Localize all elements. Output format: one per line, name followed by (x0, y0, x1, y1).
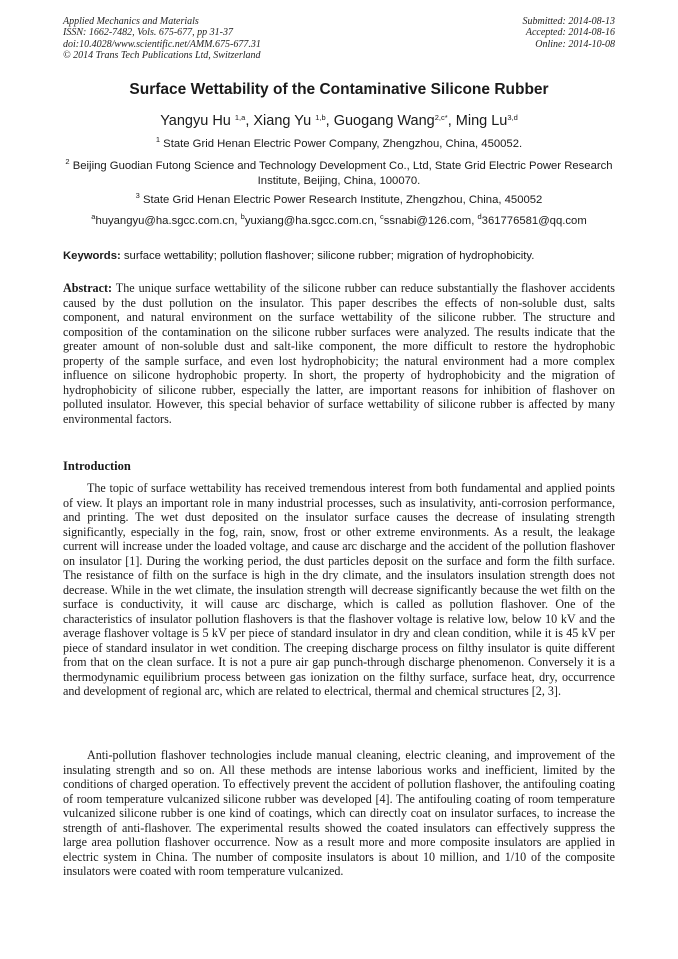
intro-paragraph: The topic of surface wettability has received tremendous interest from both fundamental and applied points of view. It plays an important role in many industrial processes, such as insulativity, anti-corrosion performance, and printing. The wet dust deposited on the insulator surface causes the decrease of insulating strength significantly, especially in the fog, rain, snow, frost or other extreme environments. As a result, the leakage current will increase under the loaded voltage, and cause arc discharge and the accident of the pollution flashover on insulator [1]. During the working period, the dust particles deposit on the surface and form the filth surface. The resistance of filth on the surface is high in the dry climate, and the insulators insulation strength does not decrease. While in the wet climate, the insulation strength will decrease significantly because the wet filth on the surface is conductivity, it will cause arc discharge, which is called as pollution flashover. One of the characteristics of insulator pollution flashovers is that the flashover voltage is relative low, below 10 kV and the average flashover voltage is 5 kV per piece of standard insulator in dry and clean condition, while it is 45 kV per piece of standard insulator in wet condition. The creeping discharge process on filthy insulator is quite different from that on the clean surface. It is not a pure air gap punch-through discharge phenomenon. Conversely it is a thermodynamic equilibrium process between gas ionization on the filthy surface, surface heat, dry, occurrence and development of regional arc, which are related to electrical, thermal and chemical structures [2, 3]. (63, 481, 615, 698)
affiliation-mark: 2 (65, 157, 70, 166)
keywords-text: surface wettability; pollution flashover; silicone rubber; migration of hydrophobicity. (120, 250, 535, 262)
affiliation-text: Beijing Guodian Futong Science and Technology Development Co., Ltd, State Grid Electric Power Research Institute, Beijing, China, 100070. (69, 160, 613, 187)
author-list (0, 113, 678, 129)
author-separator: , (245, 113, 254, 129)
author-name: Yangyu Hu (160, 113, 235, 129)
affiliation-1 (60, 137, 618, 152)
author-separator: , (447, 113, 456, 129)
submitted-date: Submitted: 2014-08-13 (522, 16, 615, 27)
author-affiliation-mark: 3,d (507, 113, 518, 122)
abstract-label: Abstract: (63, 281, 113, 295)
submission-dates (523, 16, 616, 50)
section-heading: Introduction (63, 459, 131, 473)
email-mark: b (240, 212, 245, 221)
author-affiliation-mark: 1,a (234, 113, 246, 122)
affiliation-3 (60, 193, 618, 208)
affiliation-text: State Grid Henan Electric Power Research Institute, Zhengzhou, China, 450052 (139, 194, 543, 206)
affiliation-mark: 1 (155, 135, 161, 144)
author-affiliation-mark: 2,c* (434, 113, 448, 122)
affiliation-mark: 3 (135, 191, 140, 200)
abstract (63, 281, 615, 426)
author-name: Guogang Wang (333, 113, 435, 129)
email-mark: a (91, 212, 96, 221)
journal-name: Applied Mechanics and Materials (63, 16, 199, 27)
journal-info (63, 16, 261, 61)
author-name: Xiang Yu (253, 113, 316, 129)
email-address: yuxiang@ha.sgcc.com.cn, (244, 215, 381, 227)
accepted-date: Accepted: 2014-08-16 (525, 27, 615, 39)
email-address: huyangyu@ha.sgcc.com.cn, (95, 215, 241, 227)
email-address: ssnabi@126.com, (383, 215, 478, 227)
journal-copyright: © 2014 Trans Tech Publications Ltd, Switzerland (63, 49, 261, 61)
paper-title: Surface Wettability of the Contaminative Silicone Rubber (129, 81, 549, 98)
author-emails (60, 212, 618, 227)
journal-doi: doi:10.4028/www.scientific.net/AMM.675-677.31 (63, 38, 261, 50)
abstract-text: The unique surface wettability of the silicone rubber can reduce substantially the flashover accidents caused by the dust pollution on the insulator. This paper describes the effects of non-soluble dust, salts component, and natural environment on the surface wettability of the silicone rubber. The structure and composition of the contamination on the silicone rubber surfaces were analyzed. The results indicate that the greater amount of non-soluble dust and salt-like component, the more difficult to restore the hydrophobic property of the sample surface, and even lost hydrophobicity; the natural environment had a more complex influence on silicone hydrophobic property. In short, the property of hydrophobicity and the migration of hydrophobicity of silicone rubber, especially the latter, are important reasons for inhibition of flashover on polluted insulator. However, this special behavior of surface wettability of silicone rubber is affected by many environmental factors. (63, 281, 615, 426)
intro-paragraph: Anti-pollution flashover technologies include manual cleaning, electric cleaning, and improvement of the insulating strength and so on. All these methods are intense laborious works and inefficient, limited by the conditions of charged operation. To effectively prevent the accident of pollution flashover, the antifouling coating of room temperature vulcanized silicone rubber was developed [4]. The antifouling coating of room temperature vulcanized silicone rubber is one kind of coatings, which can directly coat on insulator surfaces, to increase the strength of anti-flashover. The experimental results showed the coated insulators can effectively suppress the large area pollution flashover occurrence. Now as a result more and more composite insulators are applied in electric system in China. The number of composite insulators is about 10 million, and 1/10 of the composite insulators were coated with room temperature vulcanized. (63, 748, 615, 878)
online-date: Online: 2014-10-08 (535, 38, 615, 50)
affiliation-text: State Grid Henan Electric Power Company, Zhengzhou, China, 450052. (160, 138, 523, 150)
author-separator: , (325, 113, 334, 129)
keywords-label: Keywords: (63, 250, 121, 262)
keywords (63, 250, 615, 262)
author-name: Ming Lu (455, 113, 508, 129)
email-address: 361776581@qq.com (481, 215, 587, 227)
journal-issn: ISSN: 1662-7482, Vols. 675-677, pp 31-37 (63, 27, 233, 39)
affiliation-2 (60, 159, 618, 189)
email-mark: d (477, 212, 482, 221)
email-mark: c (380, 212, 384, 221)
author-affiliation-mark: 1,b (315, 113, 326, 122)
